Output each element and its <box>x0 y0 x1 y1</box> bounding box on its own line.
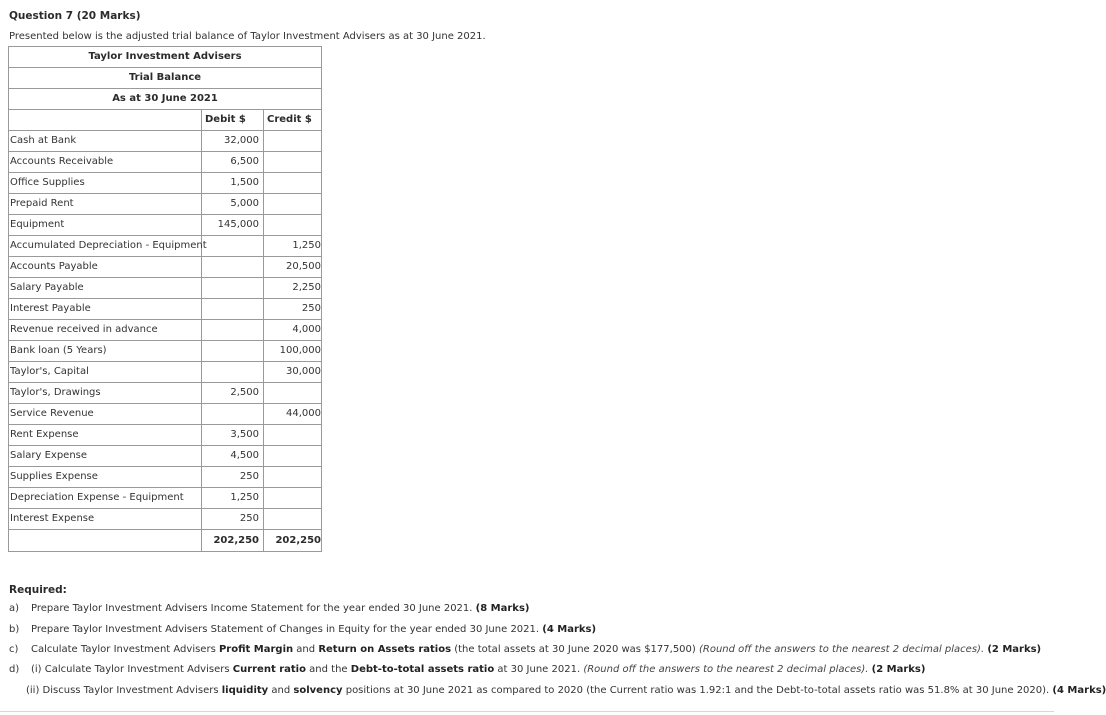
debit-amount-cell: 250 <box>202 509 264 530</box>
table-row <box>9 404 322 425</box>
table-row <box>9 194 322 215</box>
credit-amount-cell <box>264 509 322 530</box>
requirement-c-term-roa: Return on Assets ratios <box>318 644 452 655</box>
table-row <box>9 236 322 257</box>
credit-amount-cell: 2,250 <box>264 278 322 299</box>
requirement-d-i-term-debt-ratio: Debt-to-total assets ratio <box>350 664 495 675</box>
credit-amount-cell <box>264 383 322 404</box>
requirement-b-marks: (4 Marks) <box>542 624 597 635</box>
trial-balance-table <box>8 46 322 552</box>
debit-amount-cell: 4,500 <box>202 446 264 467</box>
debit-amount-cell <box>202 404 264 425</box>
credit-amount-cell <box>264 173 322 194</box>
requirement-d-ii-term-solvency: solvency <box>293 685 343 696</box>
table-row <box>9 131 322 152</box>
table-row <box>9 278 322 299</box>
credit-amount-cell: 20,500 <box>264 257 322 278</box>
table-row <box>9 362 322 383</box>
debit-column-header: Debit $ <box>202 110 264 131</box>
requirement-d-ii-pre: (ii) Discuss Taylor Investment Advisers <box>26 685 219 696</box>
total-debit-cell: 202,250 <box>202 530 264 552</box>
debit-amount-cell <box>202 278 264 299</box>
credit-amount-cell <box>264 215 322 236</box>
requirement-c <box>9 644 1041 655</box>
requirement-d-ii-term-liquidity: liquidity <box>221 685 269 696</box>
credit-amount-cell: 30,000 <box>264 362 322 383</box>
requirement-a-label: a) <box>9 603 20 614</box>
bottom-divider <box>0 711 1054 712</box>
requirement-b <box>9 624 596 635</box>
account-name-cell: Interest Expense <box>9 509 202 530</box>
table-header-company-row <box>9 47 322 68</box>
requirement-b-text: Prepare Taylor Investment Advisers Statement of Changes in Equity for the year ended 30 June 2021. <box>31 624 540 635</box>
question-title: Question 7 (20 Marks) <box>9 10 141 22</box>
table-row <box>9 383 322 404</box>
table-header-date-row <box>9 89 322 110</box>
requirement-c-marks: (2 Marks) <box>987 644 1042 655</box>
statement-heading: Trial Balance <box>9 68 322 89</box>
account-name-cell: Interest Payable <box>9 299 202 320</box>
account-name-cell: Rent Expense <box>9 425 202 446</box>
requirement-c-pre: Calculate Taylor Investment Advisers <box>31 644 216 655</box>
debit-amount-cell <box>202 341 264 362</box>
requirement-d-i-marks: (2 Marks) <box>871 664 926 675</box>
requirement-c-term-profit-margin: Profit Margin <box>218 644 294 655</box>
requirement-c-note: (Round off the answers to the nearest 2 decimal places). <box>699 644 985 655</box>
required-heading: Required: <box>9 584 67 596</box>
debit-amount-cell <box>202 257 264 278</box>
table-row <box>9 446 322 467</box>
requirement-b-label: b) <box>9 624 20 635</box>
account-name-cell: Taylor's, Drawings <box>9 383 202 404</box>
credit-column-header: Credit $ <box>264 110 322 131</box>
statement-date: As at 30 June 2021 <box>9 89 322 110</box>
table-row <box>9 257 322 278</box>
debit-amount-cell: 2,500 <box>202 383 264 404</box>
account-name-cell: Cash at Bank <box>9 131 202 152</box>
requirement-a-text: Prepare Taylor Investment Advisers Income Statement for the year ended 30 June 2021. <box>31 603 473 614</box>
account-name-cell: Depreciation Expense - Equipment <box>9 488 202 509</box>
debit-amount-cell: 250 <box>202 467 264 488</box>
requirement-c-mid: (the total assets at 30 June 2020 was $177,500) <box>454 644 696 655</box>
debit-amount-cell: 1,250 <box>202 488 264 509</box>
account-column-header <box>9 110 202 131</box>
requirement-d-label: d) <box>9 664 20 675</box>
table-row <box>9 467 322 488</box>
account-name-cell: Salary Payable <box>9 278 202 299</box>
table-row <box>9 320 322 341</box>
table-row <box>9 509 322 530</box>
requirement-c-label: c) <box>9 644 19 655</box>
requirement-d-i-pre: (i) Calculate Taylor Investment Advisers <box>31 664 230 675</box>
requirement-c-and: and <box>296 644 316 655</box>
credit-amount-cell <box>264 131 322 152</box>
totals-row <box>9 530 322 552</box>
company-name: Taylor Investment Advisers <box>9 47 322 68</box>
account-name-cell: Taylor's, Capital <box>9 362 202 383</box>
requirement-d-ii-and: and <box>271 685 291 696</box>
account-name-cell: Office Supplies <box>9 173 202 194</box>
debit-amount-cell: 1,500 <box>202 173 264 194</box>
requirement-a <box>9 603 529 614</box>
account-name-cell: Service Revenue <box>9 404 202 425</box>
table-row <box>9 152 322 173</box>
debit-amount-cell <box>202 320 264 341</box>
requirement-a-marks: (8 Marks) <box>475 603 530 614</box>
column-header-row <box>9 110 322 131</box>
credit-amount-cell <box>264 194 322 215</box>
totals-label-cell <box>9 530 202 552</box>
account-name-cell: Bank loan (5 Years) <box>9 341 202 362</box>
table-row <box>9 215 322 236</box>
credit-amount-cell: 250 <box>264 299 322 320</box>
credit-amount-cell: 100,000 <box>264 341 322 362</box>
debit-amount-cell: 6,500 <box>202 152 264 173</box>
requirement-d-i-and: and the <box>309 664 348 675</box>
account-name-cell: Accumulated Depreciation - Equipment <box>9 236 202 257</box>
account-name-cell: Accounts Payable <box>9 257 202 278</box>
debit-amount-cell <box>202 236 264 257</box>
account-name-cell: Accounts Receivable <box>9 152 202 173</box>
debit-amount-cell <box>202 362 264 383</box>
debit-amount-cell: 145,000 <box>202 215 264 236</box>
debit-amount-cell: 32,000 <box>202 131 264 152</box>
debit-amount-cell: 5,000 <box>202 194 264 215</box>
account-name-cell: Salary Expense <box>9 446 202 467</box>
table-header-title-row <box>9 68 322 89</box>
requirement-d-ii <box>26 685 1106 696</box>
table-row <box>9 173 322 194</box>
credit-amount-cell: 44,000 <box>264 404 322 425</box>
requirement-d-i <box>9 664 925 675</box>
credit-amount-cell: 4,000 <box>264 320 322 341</box>
debit-amount-cell: 3,500 <box>202 425 264 446</box>
credit-amount-cell <box>264 467 322 488</box>
table-row <box>9 488 322 509</box>
credit-amount-cell: 1,250 <box>264 236 322 257</box>
table-row <box>9 425 322 446</box>
account-name-cell: Revenue received in advance <box>9 320 202 341</box>
total-credit-cell: 202,250 <box>264 530 322 552</box>
credit-amount-cell <box>264 425 322 446</box>
requirement-d-i-note: (Round off the answers to the nearest 2 decimal places). <box>583 664 869 675</box>
credit-amount-cell <box>264 152 322 173</box>
requirement-d-ii-rest: positions at 30 June 2021 as compared to 2020 (the Current ratio was 1.92:1 and the Debt-to-total assets ratio was 51.8% at 30 June 2020). <box>345 685 1050 696</box>
requirement-d-ii-marks: (4 Marks) <box>1052 685 1106 696</box>
credit-amount-cell <box>264 446 322 467</box>
credit-amount-cell <box>264 488 322 509</box>
question-intro: Presented below is the adjusted trial balance of Taylor Investment Advisers as at 30 June 2021. <box>9 31 486 42</box>
debit-amount-cell <box>202 299 264 320</box>
requirement-d-i-term-current-ratio: Current ratio <box>232 664 306 675</box>
table-row <box>9 341 322 362</box>
requirement-d-i-mid: at 30 June 2021. <box>497 664 581 675</box>
account-name-cell: Prepaid Rent <box>9 194 202 215</box>
account-name-cell: Supplies Expense <box>9 467 202 488</box>
account-name-cell: Equipment <box>9 215 202 236</box>
table-row <box>9 299 322 320</box>
